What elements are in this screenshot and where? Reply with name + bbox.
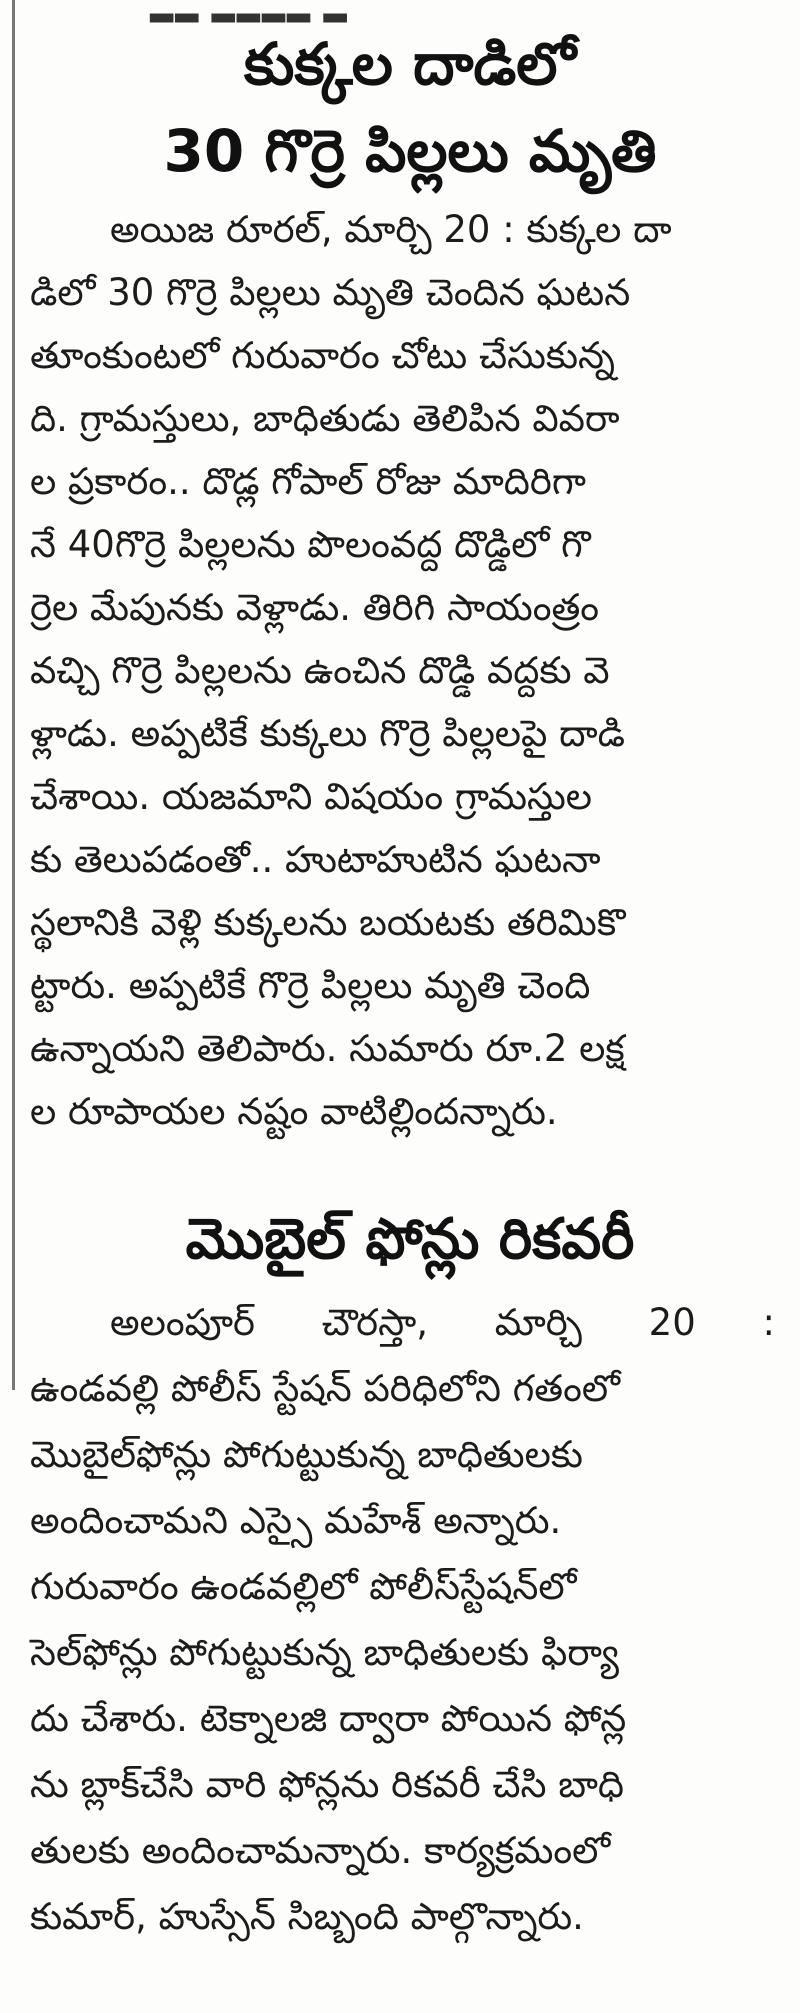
article1-line: వచ్చి గొర్రె పిల్లలను ఉంచిన దొడ్డి వద్దకు వె [30,649,610,692]
dateline-word: 20 [648,1301,696,1344]
article2-line: మొబైల్‌ఫోన్లు పోగుట్టుకున్న బాధితులకు [30,1433,583,1476]
article1-line: డిలో 30 గొర్రె పిల్లలు మృతి చెందిన ఘటన [30,271,631,314]
article2-line: తులకు అందించామన్నారు. కార్యక్రమంలో [30,1829,611,1872]
dateline-word: మార్చి [494,1301,582,1344]
article1-headline-line1: కుక్కల దాడిలో [243,30,576,98]
article1-line: స్థలానికి వెళ్లి కుక్కలను బయటకు తరిమికొ [30,901,626,944]
article2-line: గురువారం ఉండవల్లిలో పోలీస్‌స్టేషన్‌లో [30,1565,577,1608]
article1-line: ళ్లాడు. అప్పటికే కుక్కలు గొర్రె పిల్లలపై దాడి [30,712,625,755]
article2-line: ను బ్లాక్‌చేసి వారి ఫోన్లను రికవరీ చేసి బాధి [30,1763,625,1806]
article2-headline: మొబైల్ ఫోన్లు రికవరీ [185,1207,635,1272]
dateline-word: చౌరస్తా, [321,1301,428,1344]
article1-line: నే 40గొర్రె పిల్లలను పొలంవద్ద దొడ్డిలో గొ [30,523,591,566]
article2-line: దు చేశారు. టెక్నాలజి ద్వారా పోయిన ఫోన్ల [30,1697,627,1740]
article1-line: ర్రెల మేపునకు వెళ్లాడు. తిరిగి సాయంత్రం [30,586,600,629]
article1-line: ల రూపాయల నష్టం వాటిల్లిందన్నారు. [30,1090,558,1133]
article2-line: అందించామని ఎస్సై మహేశ్ అన్నారు. [30,1499,562,1542]
article2-line: ఉండవల్లి పోలీస్ స్టేషన్ పరిధిలోని గతంలో [30,1367,620,1410]
cropped-text-fragment: ▂▂ ▂▂▂▂ ▂ [150,0,349,23]
column-rule [12,0,15,1390]
article1-body [30,198,775,1143]
article1-line: చేశాయి. యజమాని విషయం గ్రామస్తుల [30,775,592,818]
article1-line: అయిజ రూరల్, మార్చి 20 : కుక్కల దా [110,208,672,251]
article2-dateline [30,1290,775,1356]
article2-body [30,1290,775,1950]
dateline-word: అలంపూర్ [110,1301,255,1344]
dateline-word: : [762,1301,775,1344]
article2-line: సెల్‌ఫోన్లు పోగుట్టుకున్న బాధితులకు ఫిర్యా [30,1631,619,1674]
article2-line: కుమార్, హుస్సేన్ సిబ్బంది పాల్గొన్నారు. [30,1895,584,1938]
article1-line: కు తెలుపడంతో.. హుటాహుటిన ఘటనా [30,838,601,881]
article1-line: ఉన్నాయని తెలిపారు. సుమారు రూ.2 లక్ష [30,1027,625,1070]
article1-headline-line2: 30 గొర్రె పిల్లలు మృతి [163,117,657,185]
article1-line: ల ప్రకారం.. దొడ్ల గోపాల్ రోజు మాదిరిగా [30,460,586,503]
article1-line: ది. గ్రామస్తులు, బాధితుడు తెలిపిన వివరా [30,397,620,440]
article1-line: తూంకుంటలో గురువారం చోటు చేసుకున్న [30,334,615,377]
article1-line: ట్టారు. అప్పటికే గొర్రె పిల్లలు మృతి చెంది [30,964,591,1007]
